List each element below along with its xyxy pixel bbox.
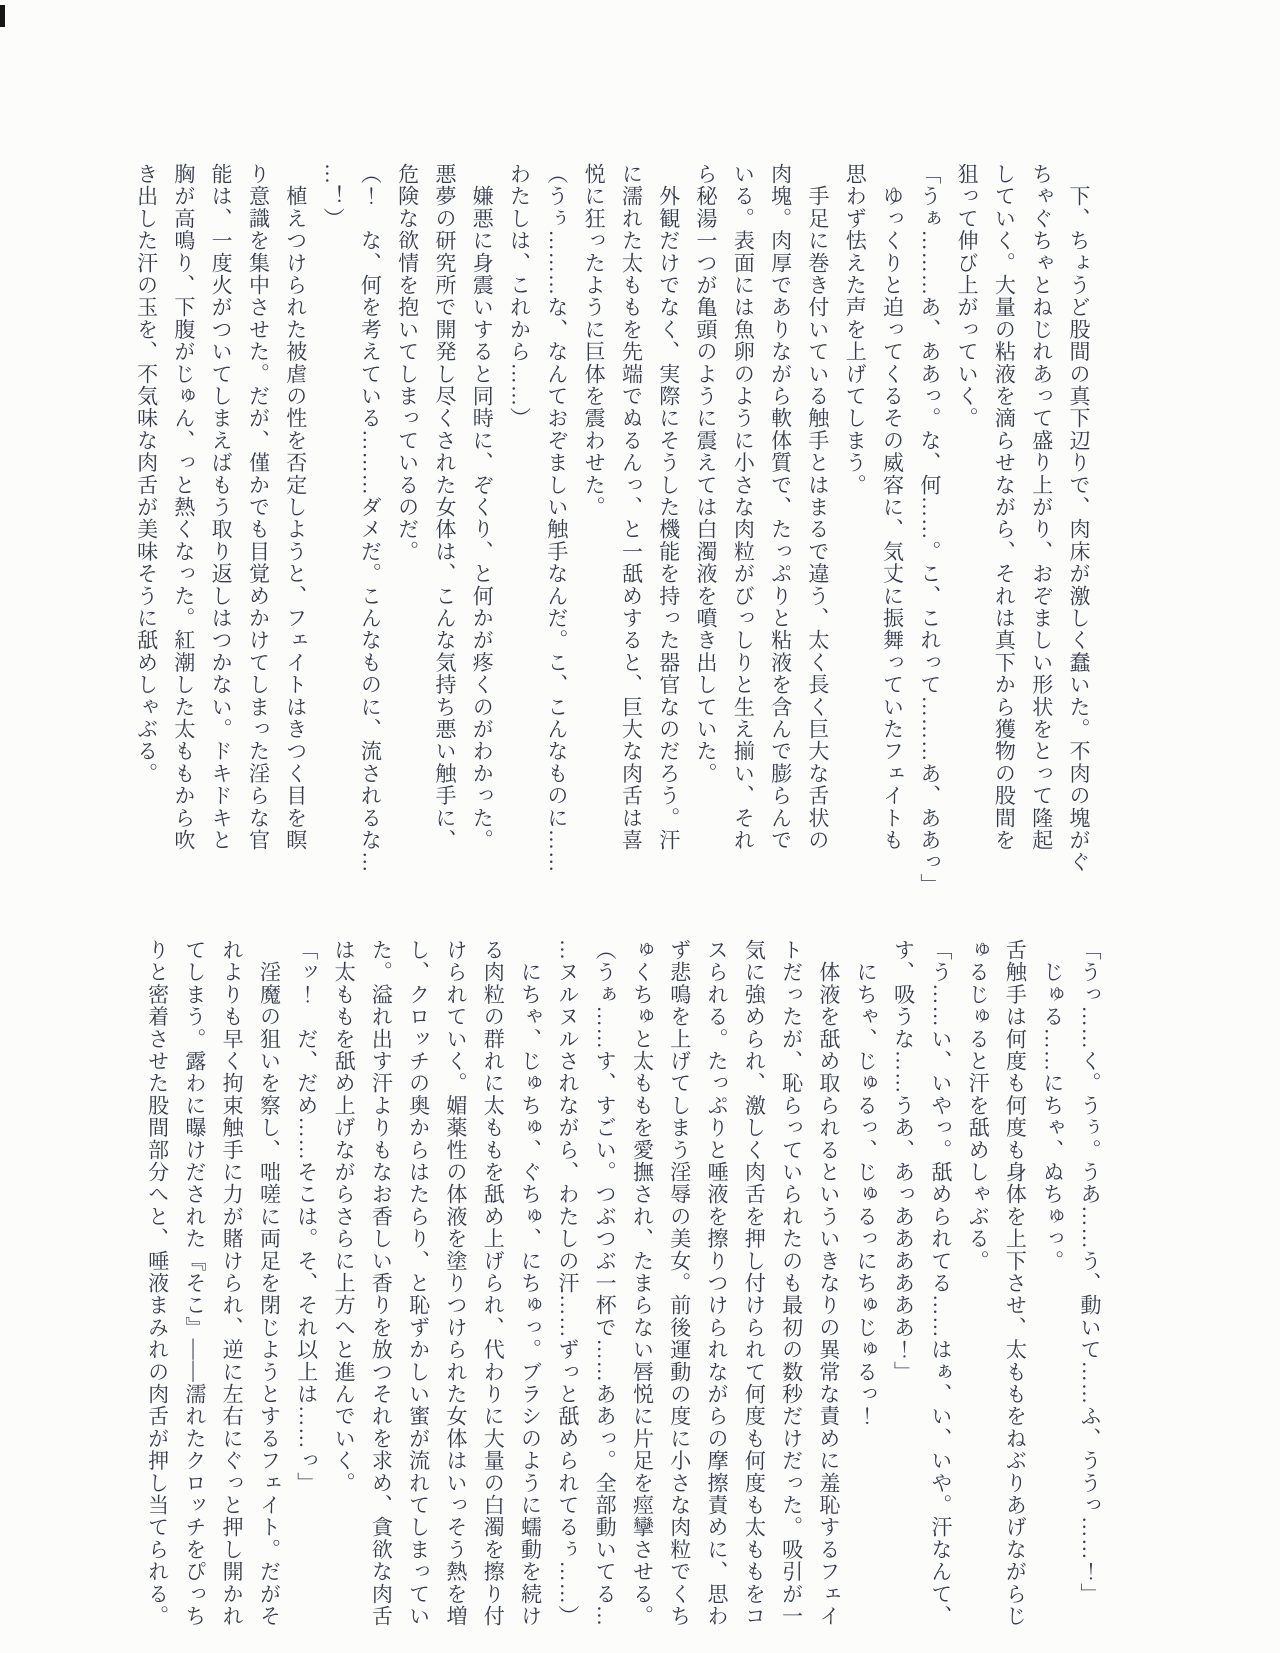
- text-column: トだったが、恥らっていられたのも最初の数秒だけだった。吸引が一: [779, 939, 804, 1628]
- text-column: る肉粒の群れに太ももを舐め上げられ、代わりに大量の白濁を擦り付: [481, 939, 506, 1628]
- text-column: 「うぁ………あ、ああっ。な、何……。こ、これって………あ、ああっ」: [917, 163, 942, 896]
- scan-artifact-mark: [0, 5, 5, 27]
- text-column: 悦に狂ったように巨体を震わせた。: [582, 163, 607, 519]
- text-column: す、吸うな……うあ、あっああああああ！」: [891, 939, 916, 1383]
- text-column: ゆっくりと迫ってくるその威容に、気丈に振舞っていたフェイトも: [880, 163, 905, 852]
- text-column: ちゃぐちゃとねじれあって盛り上がり、おぞましい形状をとって隆起: [1029, 163, 1054, 852]
- text-column: にちゃ、じゅちゅ、ぐちゅ、にちゅっ。ブラシのように蠕動を続け: [518, 939, 543, 1628]
- text-column: （うぅ………な、なんておぞましい触手なんだ。こ、こんなものに……: [544, 163, 569, 874]
- text-column: に濡れた太ももを先端でぬるんっ、と一舐めすると、巨大な肉舌は喜: [619, 163, 644, 852]
- text-column: てしまう。露わに曝けだされた『そこ』――濡れたクロッチをぴっち: [182, 939, 207, 1628]
- text-column: （うぁ……す、すごい。つぶつぶ一杯で……ああっ。全部動いてる…: [593, 939, 618, 1628]
- text-column: …！）: [321, 163, 346, 230]
- text-column: 嫌悪に身震いすると同時に、ぞくり、と何かが疼くのがわかった。: [470, 163, 495, 852]
- text-column: き出した汗の玉を、不気味な肉舌が美味そうに舐めしゃぶる。: [134, 163, 159, 785]
- text-column: 肉塊。肉厚でありながら軟体質で、たっぷりと粘液を含んで膨らんで: [768, 163, 793, 852]
- text-column: ず悲鳴を上げてしまう淫辱の美女。前後運動の度に小さな肉粒でくち: [667, 939, 692, 1628]
- text-column: りと密着させた股間部分へと、唾液まみれの肉舌が押し当てられる。: [145, 939, 170, 1628]
- text-column: 危険な欲情を抱いてしまっているのだ。: [395, 163, 420, 563]
- text-column: いる。表面には魚卵のように小さな肉粒がびっしりと生え揃い、それ: [731, 163, 756, 852]
- text-column: …ヌルヌルされながら、わたしの汗……ずっと舐められてるぅ……）: [555, 939, 580, 1628]
- text-column: 「うっ……く。うぅ。うあ……う、動いて……ふ、ううっ……！」: [1078, 939, 1102, 1605]
- text-column: 「ッ！ だ、だめ……そこは。そ、それ以上は……っ」: [294, 939, 319, 1494]
- text-column: 狙って伸び上がっていく。: [955, 163, 980, 430]
- text-column: り意識を集中させた。だが、僅かでも目覚めかけてしまった淫らな官: [246, 163, 271, 852]
- text-column: た。溢れ出す汗よりもなお香しい香りを放つそれを求め、貪欲な肉舌: [369, 939, 394, 1628]
- text-column: にちゃ、じゅるっ、じゅるっにちゅじゅるっ！: [854, 939, 879, 1428]
- text-column: は太ももを舐め上げながらさらに上方へと進んでいく。: [332, 939, 357, 1494]
- text-column: 外観だけでなく、実際にそうした機能を持った器官なのだろう。汗: [656, 163, 681, 852]
- text-column: 能は、一度火がついてしまえばもう取り返しはつかない。ドキドキと: [209, 163, 234, 852]
- text-column: していく。大量の粘液を滴らせながら、それは真下から獲物の股間を: [992, 163, 1017, 852]
- tategaki-block-bottom: [138, 939, 1108, 1653]
- text-column: 舌触手は何度も何度も身体を上下させ、太ももをねぶりあげながらじ: [1003, 939, 1028, 1628]
- text-column: 悪夢の研究所で開発し尽くされた女体は、こんな気持ち悪い触手に、: [432, 163, 457, 852]
- text-column: （！ な、何を考えている………ダメだ。こんなものに、流されるな…: [358, 163, 383, 874]
- text-column: 体液を舐め取られるといういきなりの異常な責めに羞恥するフェイ: [816, 939, 841, 1628]
- text-column: 手足に巻き付いている触手とはまるで違う、太く長く巨大な舌状の: [805, 163, 830, 852]
- text-column: 植えつけられた被虐の性を否定しようと、フェイトはきつく目を瞑: [283, 163, 308, 852]
- text-column: 気に強められ、激しく肉舌を押し付けられて何度も何度も太ももをコ: [742, 939, 767, 1628]
- text-column: 淫魔の狙いを察し、咄嗟に両足を閉じようとするフェイト。だがそ: [257, 939, 282, 1628]
- text-column: し、クロッチの奥からはたらり、と恥ずかしい蜜が流れてしまってい: [406, 939, 431, 1628]
- text-column: けられていく。媚薬性の体液を塗りつけられた女体はいっそう熱を増: [443, 939, 468, 1628]
- text-column: ゅるじゅると汗を舐めしゃぶる。: [966, 939, 991, 1272]
- text-column: スられる。たっぷりと唾液を擦りつけられながらの摩擦責めに、思わ: [705, 939, 730, 1628]
- text-column: ら秘湯一つが亀頭のように震えては白濁液を噴き出していた。: [694, 163, 719, 785]
- text-column: 「う……い、いやっ。舐められてる……はぁ、い、いや。汗なんて、: [928, 939, 953, 1628]
- text-column: わたしは、これから……）: [507, 163, 532, 430]
- text-column: 胸が高鳴り、下腹がじゅん、っと熱くなった。紅潮した太ももから吹: [171, 163, 196, 852]
- text-column: ゅくちゅと太ももを愛撫され、たまらない唇悦に片足を痙攣させる。: [630, 939, 655, 1628]
- text-column: 下、ちょうど股間の真下辺りで、肉床が激しく蠢いた。不肉の塊がぐ: [1067, 163, 1091, 874]
- text-column: 思わず怯えた声を上げてしまう。: [843, 163, 868, 496]
- text-column: じゅる……にちゃ、ぬちゅっ。: [1040, 939, 1065, 1272]
- tategaki-block-top: [127, 163, 1097, 911]
- text-column: れよりも早く拘束触手に力が賭けられ、逆に左右にぐっと押し開かれ: [220, 939, 245, 1628]
